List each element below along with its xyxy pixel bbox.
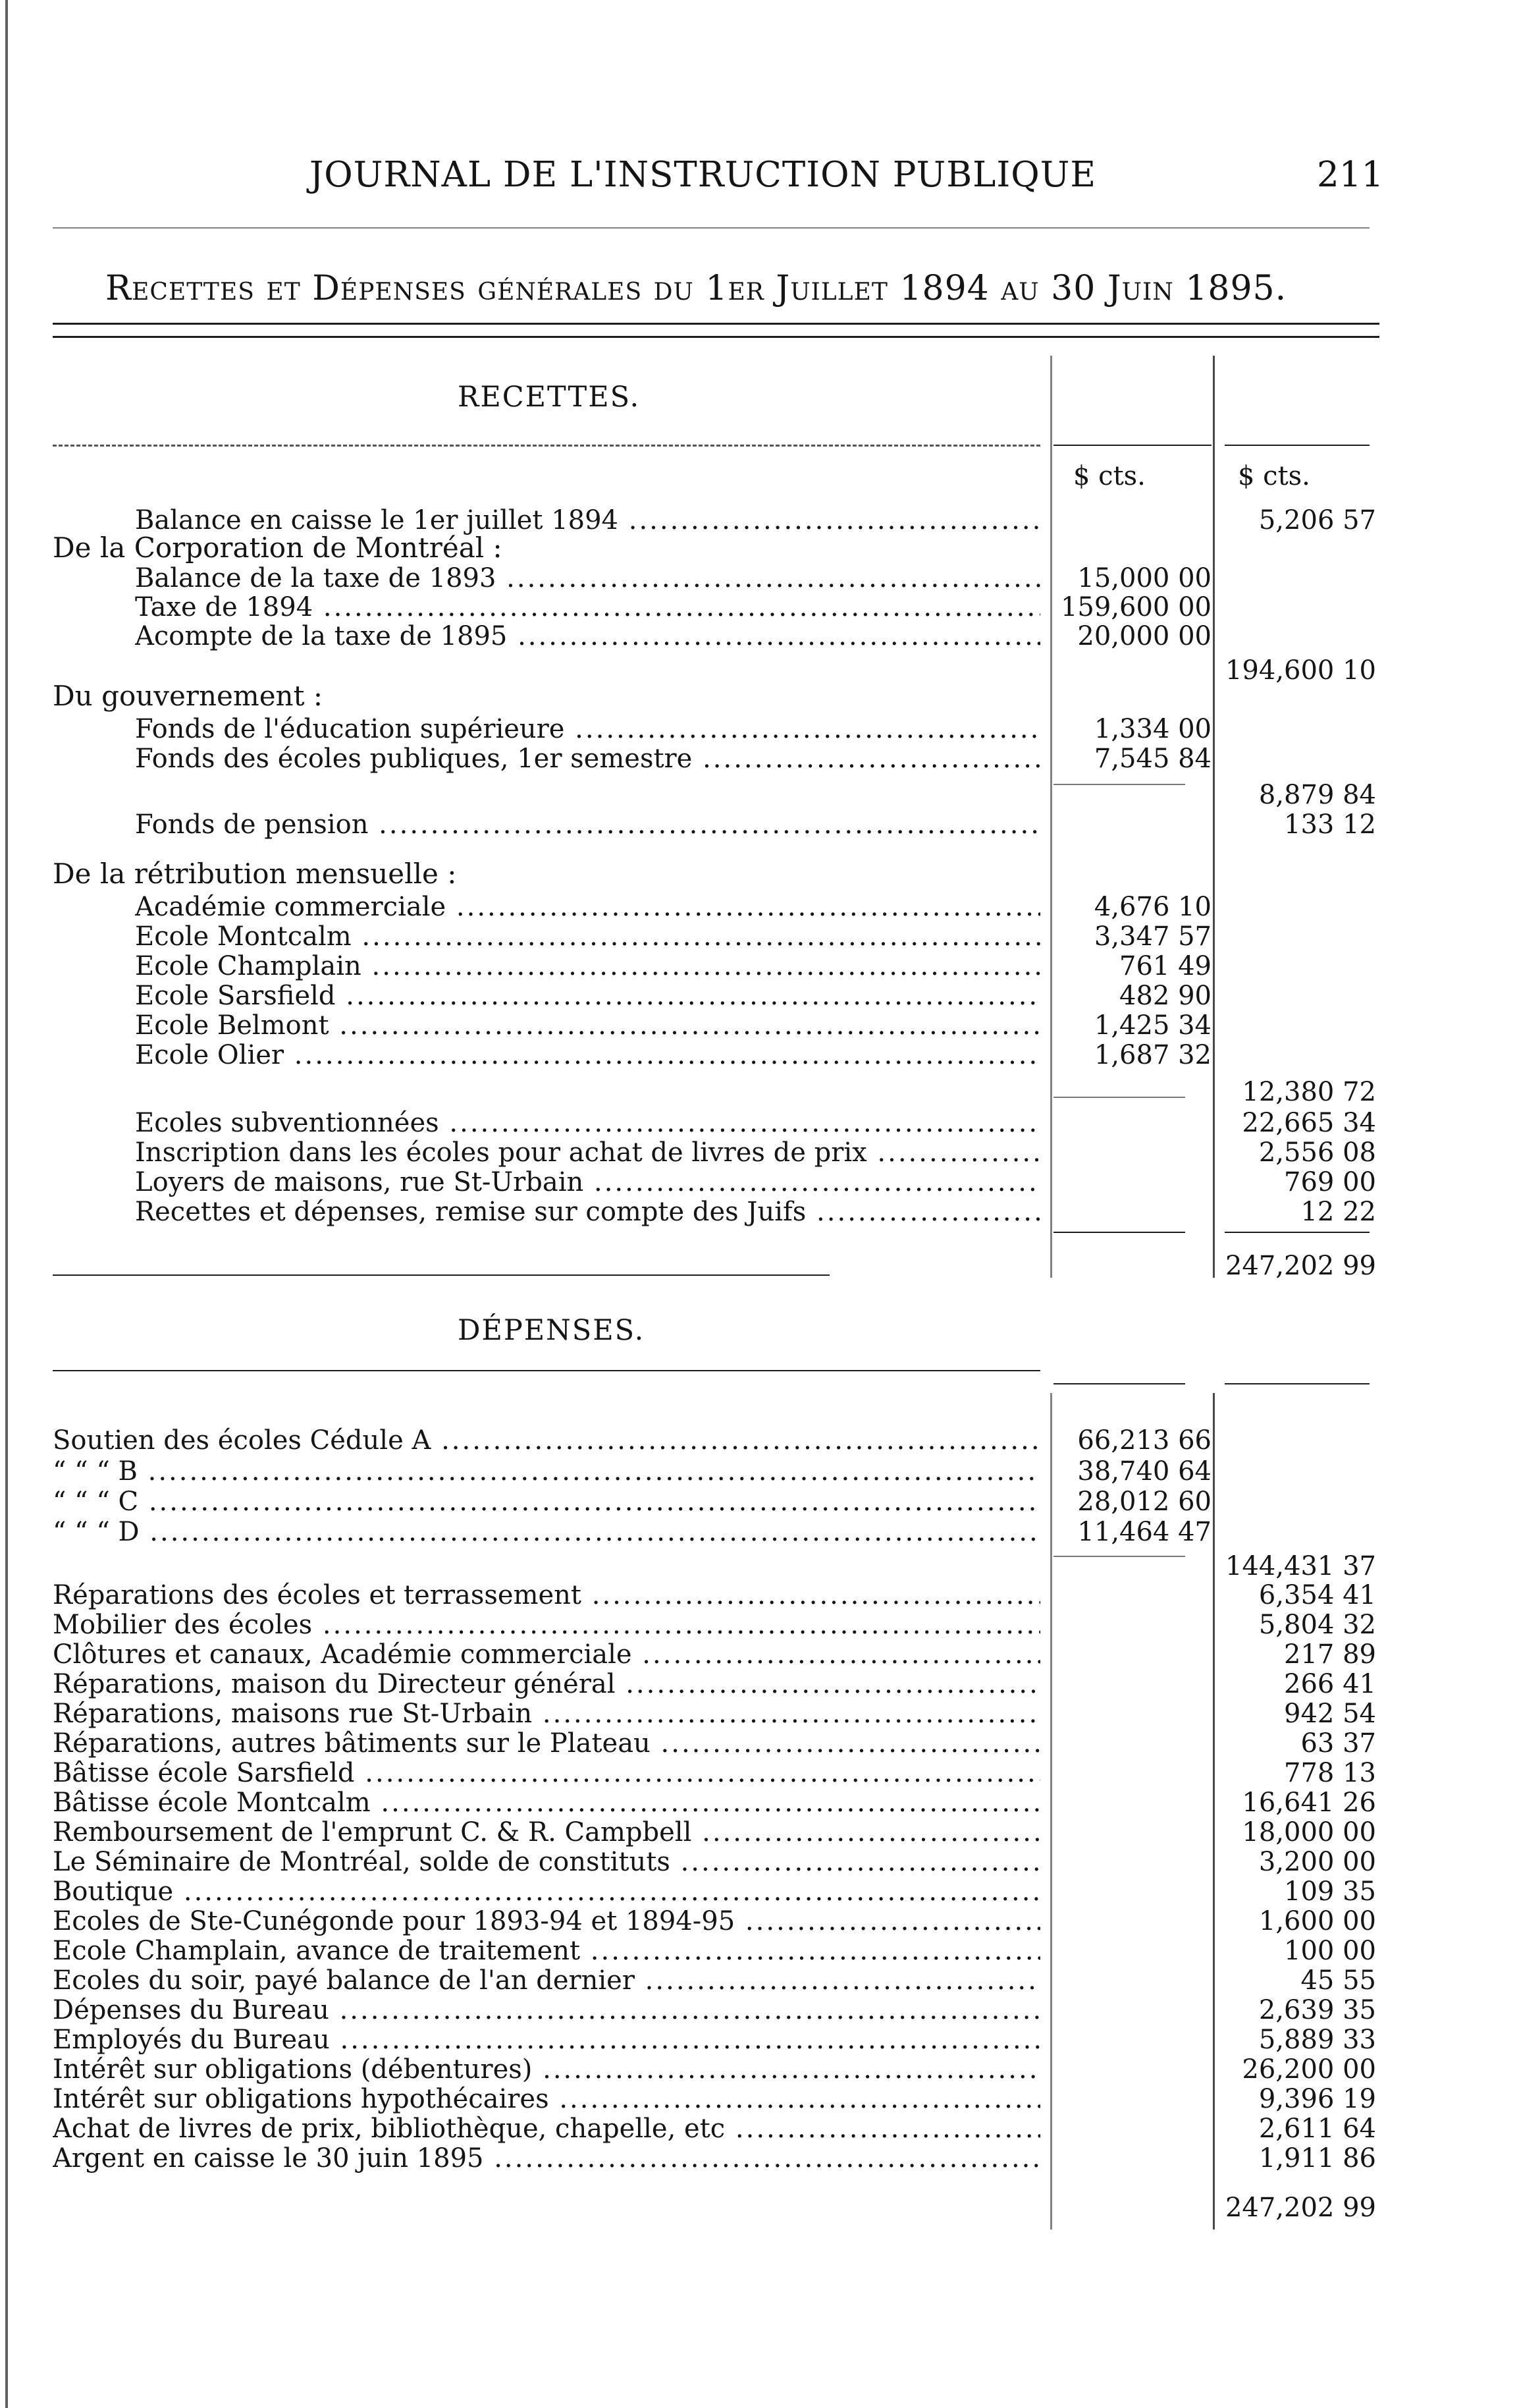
row-label: Réparations des écoles et terrassement .....: [53, 1581, 1040, 1610]
subtotal-rule: [1053, 1556, 1185, 1557]
row-label: Remboursement de l'emprunt C. & R. Campbell .....: [53, 1818, 1040, 1847]
detail-amount: 38,740 64: [1077, 1456, 1212, 1487]
table-row: [0, 810, 1519, 839]
row-label: Boutique .....: [53, 1877, 1040, 1906]
detail-amount: 761 49: [1119, 951, 1212, 981]
detail-col-rule: [1053, 1383, 1185, 1384]
recettes-grand-total-row: [0, 1251, 1519, 1280]
table-row: [0, 780, 1519, 809]
table-row: [0, 2144, 1519, 2173]
table-row: [0, 1078, 1519, 1107]
detail-amount: 482 90: [1119, 981, 1212, 1011]
row-label: Le Séminaire de Montréal, solde de constituts .....: [53, 1847, 1040, 1876]
total-amount: 26,200 00: [1242, 2054, 1376, 2085]
table-row: [0, 952, 1519, 981]
total-amount: 22,665 34: [1242, 1108, 1376, 1138]
row-label: Réparations, maison du Directeur général .....: [53, 1670, 1040, 1699]
total-col-rule: [1225, 445, 1370, 446]
total-amount: 5,889 33: [1258, 2025, 1376, 2055]
row-label: Ecoles du soir, payé balance de l'an dernier .....: [53, 1966, 1040, 1995]
detail-amount: 7,545 84: [1094, 744, 1212, 774]
detail-amount: 11,464 47: [1077, 1517, 1212, 1547]
table-row: [0, 1011, 1519, 1040]
table-row: [0, 1610, 1519, 1639]
table-row: [0, 1877, 1519, 1906]
table-row: [0, 1759, 1519, 1788]
table-row: [0, 1168, 1519, 1197]
total-amount: 3,200 00: [1258, 1847, 1376, 1877]
table-row: [0, 715, 1519, 744]
table-row: [0, 506, 1519, 535]
table-row: [0, 1640, 1519, 1669]
table-row: [0, 981, 1519, 1010]
recettes-total-rule: [1225, 1232, 1370, 1233]
subtotal-rule: [1053, 1097, 1185, 1098]
row-label: Balance en caisse le 1er juillet 1894 .....: [135, 506, 1040, 535]
detail-amount: 20,000 00: [1077, 621, 1212, 651]
row-label: Ecole Champlain .....: [135, 952, 1040, 981]
row-label: Académie commerciale .....: [135, 892, 1040, 921]
table-row: [0, 922, 1519, 951]
total-amount: 2,639 35: [1258, 1995, 1376, 2025]
table-row: [0, 1966, 1519, 1995]
row-label: Intérêt sur obligations hypothécaires .....: [53, 2085, 1040, 2114]
row-label: Inscription dans les écoles pour achat de livres de prix .....: [135, 1138, 1040, 1167]
table-row: [0, 1487, 1519, 1516]
table-row: [0, 1699, 1519, 1728]
total-amount: 266 41: [1284, 1669, 1376, 1699]
total-amount: 2,611 64: [1258, 2114, 1376, 2144]
total-amount: 133 12: [1284, 809, 1376, 840]
running-head: [0, 148, 1519, 207]
recettes-grand-total: 247,202 99: [1225, 1251, 1376, 1281]
table-row: [0, 2055, 1519, 2084]
recettes-heading: RECETTES.: [458, 381, 641, 414]
total-amount: 769 00: [1284, 1167, 1376, 1197]
table-row: [0, 1936, 1519, 1965]
total-amount: 63 37: [1300, 1728, 1376, 1759]
row-label: Fonds de l'éducation supérieure .....: [135, 715, 1040, 744]
row-label: Intérêt sur obligations (débentures) .....: [53, 2055, 1040, 2084]
total-amount: 778 13: [1284, 1758, 1376, 1788]
total-column-header: $ cts.: [1238, 461, 1310, 491]
subtotal-rule: [1053, 784, 1185, 785]
table-row: [0, 1457, 1519, 1486]
row-label: Recettes et dépenses, remise sur compte des Juifs .....: [135, 1197, 1040, 1226]
column-divider: [1050, 356, 1052, 1278]
total-amount: 217 89: [1284, 1639, 1376, 1670]
table-row: [0, 1847, 1519, 1876]
detail-amount: 66,213 66: [1077, 1425, 1212, 1456]
table-row: [0, 1581, 1519, 1610]
total-col-rule: [1225, 1383, 1370, 1384]
row-label: Employés du Bureau .....: [53, 2025, 1040, 2054]
table-row: [0, 564, 1519, 593]
total-amount: 942 54: [1284, 1699, 1376, 1729]
row-label: Réparations, autres bâtiments sur le Plateau .....: [53, 1729, 1040, 1758]
total-amount: 144,431 37: [1225, 1551, 1376, 1581]
row-label: Ecole Olier .....: [135, 1041, 1040, 1070]
total-amount: 100 00: [1284, 1936, 1376, 1966]
row-label: Acompte de la taxe de 1895 .....: [135, 622, 1040, 651]
table-row: [0, 1818, 1519, 1847]
detail-amount: 15,000 00: [1077, 563, 1212, 593]
detail-column-header: $ cts.: [1073, 461, 1146, 491]
table-row: [0, 1518, 1519, 1546]
row-label: Ecole Montcalm .....: [135, 922, 1040, 951]
row-label: Argent en caisse le 30 juin 1895 .....: [53, 2144, 1040, 2173]
table-row: [0, 1729, 1519, 1758]
row-label: Dépenses du Bureau .....: [53, 1996, 1040, 2025]
table-row: [0, 1138, 1519, 1167]
table-row: [0, 1788, 1519, 1817]
row-label: “ “ “ C .....: [53, 1487, 1040, 1516]
row-label: Clôtures et canaux, Académie commerciale .....: [53, 1640, 1040, 1669]
column-divider: [1050, 1393, 1052, 2230]
table-row: [0, 1041, 1519, 1070]
detail-amount: 1,687 32: [1094, 1040, 1212, 1070]
row-label: Balance de la taxe de 1893 .....: [135, 564, 1040, 593]
table-row: [0, 622, 1519, 651]
table-row: [0, 2114, 1519, 2143]
table-row: [0, 2085, 1519, 2114]
column-divider: [1213, 1393, 1215, 2230]
group-heading: De la Corporation de Montréal :: [53, 532, 502, 564]
row-label: Fonds des écoles publiques, 1er semestre .....: [135, 744, 1040, 773]
table-row: [0, 682, 1519, 711]
detail-amount: 4,676 10: [1094, 892, 1212, 922]
total-amount: 8,879 84: [1258, 780, 1376, 810]
row-label: Réparations, maisons rue St-Urbain .....: [53, 1699, 1040, 1728]
row-label: Loyers de maisons, rue St-Urbain .....: [135, 1168, 1040, 1197]
row-label: “ “ “ D .....: [53, 1518, 1040, 1546]
detail-amount: 1,334 00: [1094, 714, 1212, 744]
detail-col-rule: [1053, 445, 1212, 446]
group-heading: Du gouvernement :: [53, 680, 323, 712]
table-row: [0, 1996, 1519, 2025]
page-number: 211: [1317, 155, 1384, 195]
detail-amount: 28,012 60: [1077, 1487, 1212, 1517]
title-rule-bottom: [53, 336, 1379, 338]
table-row: [0, 744, 1519, 773]
table-row: [0, 2025, 1519, 2054]
total-amount: 45 55: [1300, 1965, 1376, 1996]
journal-title: JOURNAL DE L'INSTRUCTION PUBLIQUE: [309, 155, 1097, 195]
table-row: [0, 534, 1519, 562]
total-amount: 18,000 00: [1242, 1817, 1376, 1847]
row-label: “ “ “ B .....: [53, 1457, 1040, 1486]
table-row: [0, 1670, 1519, 1699]
row-label: Ecoles subventionnées .....: [135, 1108, 1040, 1137]
header-rule: [53, 227, 1370, 229]
total-amount: 12,380 72: [1242, 1077, 1376, 1107]
row-label: Soutien des écoles Cédule A .....: [53, 1426, 1040, 1455]
table-row: [0, 1426, 1519, 1455]
depenses-grand-total-row: [0, 2193, 1519, 2222]
row-label: Ecole Champlain, avance de traitement .....: [53, 1936, 1040, 1965]
table-row: [0, 860, 1519, 889]
total-amount: 194,600 10: [1225, 655, 1376, 686]
total-amount: 12 22: [1300, 1197, 1376, 1227]
row-label: Bâtisse école Montcalm .....: [53, 1788, 1040, 1817]
row-label: Ecoles de Ste-Cunégonde pour 1893-94 et 1894-95 .....: [53, 1907, 1040, 1936]
detail-amount: 3,347 57: [1094, 921, 1212, 952]
report-title: Recettes et Dépenses générales du 1er Juillet 1894 au 30 Juin 1895.: [105, 269, 1287, 308]
table-row: [0, 892, 1519, 921]
table-row: [0, 1108, 1519, 1137]
row-label: Achat de livres de prix, bibliothèque, chapelle, etc .....: [53, 2114, 1040, 2143]
total-amount: 2,556 08: [1258, 1137, 1376, 1168]
total-amount: 16,641 26: [1242, 1788, 1376, 1818]
total-amount: 1,911 86: [1258, 2143, 1376, 2174]
row-label: Taxe de 1894 .....: [135, 593, 1040, 622]
table-row: [0, 1552, 1519, 1581]
depenses-grand-total: 247,202 99: [1225, 2193, 1376, 2223]
total-amount: 5,206 57: [1258, 505, 1376, 535]
total-amount: 9,396 19: [1258, 2084, 1376, 2114]
table-row: [0, 593, 1519, 622]
column-divider: [1213, 356, 1215, 1278]
depenses-heading-rule: [53, 1370, 1040, 1371]
group-heading: De la rétribution mensuelle :: [53, 858, 457, 890]
table-row: [0, 1907, 1519, 1936]
row-label: Ecole Sarsfield .....: [135, 981, 1040, 1010]
detail-amount: 1,425 34: [1094, 1010, 1212, 1041]
row-label: Mobilier des écoles .....: [53, 1610, 1040, 1639]
row-label: Fonds de pension .....: [135, 810, 1040, 839]
total-amount: 1,600 00: [1258, 1906, 1376, 1936]
detail-amount: 159,600 00: [1060, 592, 1212, 622]
total-amount: 5,804 32: [1258, 1610, 1376, 1640]
title-rule-top: [53, 323, 1379, 325]
depenses-heading: DÉPENSES.: [458, 1314, 645, 1347]
row-label: Bâtisse école Sarsfield .....: [53, 1759, 1040, 1788]
row-label: Ecole Belmont .....: [135, 1011, 1040, 1040]
total-amount: 6,354 41: [1258, 1580, 1376, 1610]
total-amount: 109 35: [1284, 1876, 1376, 1907]
recettes-heading-rule: [53, 445, 1040, 447]
detail-total-rule: [1053, 1232, 1185, 1233]
table-row: [0, 1197, 1519, 1226]
